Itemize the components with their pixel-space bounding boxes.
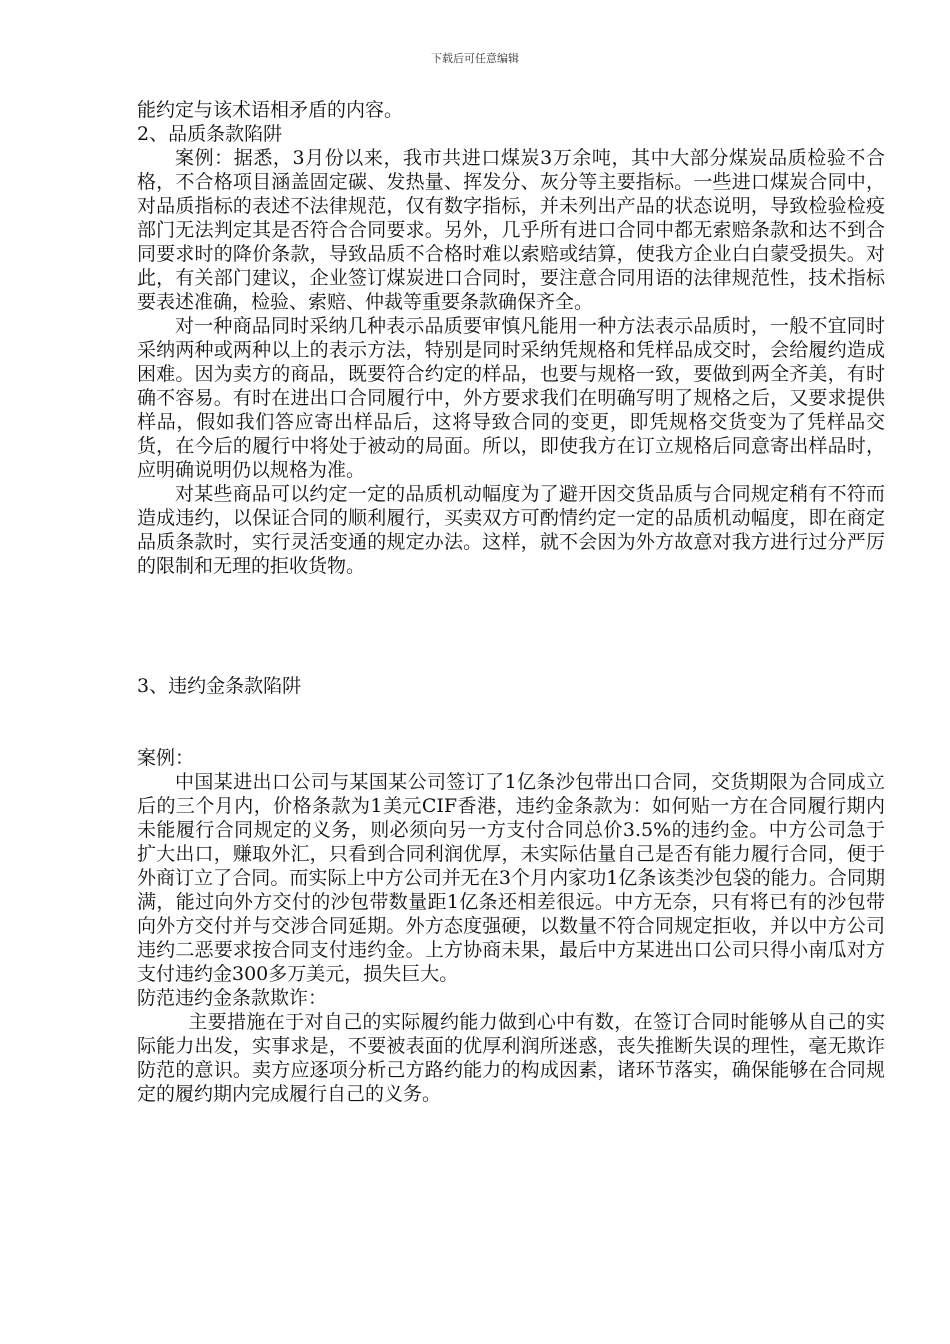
- paragraph-quality-case: 案例：据悉，3月份以来，我市共进口煤炭3万余吨，其中大部分煤炭品质检验不合格，不合格项目涵盖固定碳、发热量、挥发分、灰分等主要指标。一些进口煤炭合同中，对品质指标的表述不法律规范，仅有数字指标，并未列出产品的状态说明，导致检验检疫部门无法判定其是否符合合同要求。另外，几乎所有进口合同中都无索赔条款和达不到合同要求时的降价条款，导致品质不合格时难以索赔或结算，使我方企业白白蒙受损失。对此，有关部门建议，企业签订煤炭进口合同时，要注意合同用语的法律规范性，技术指标要表述准确，检验、索赔、仲裁等重要条款确保齐全。: [137, 147, 885, 313]
- case-label: 案例：: [137, 747, 195, 769]
- document-body: [137, 98, 885, 1106]
- paragraph-penalty-case: 中国某进出口公司与某国某公司签订了1亿条沙包带出口合同，交货期限为合同成立后的三个月内，价格条款为1美元CIF香港，违约金条款为：如何贴一方在合同履行期内未能履行合同规定的义务，则必须向另一方支付合同总价3.5%的违约金。中方公司急于扩大出口，赚取外汇，只看到合同利润优厚，未实际估量自己是否有能力履行合同，便于外商订立了合同。而实际上中方公司并无在3个月内家功1亿条该类沙包袋的能力。合同期满，能过向外方交付的沙包带数量距1亿条还相差很远。中方无奈，只有将已有的沙包带向外方交付并与交涉合同延期。外方态度强硬，以数量不符合同规定拒收，并以中方公司违约二恶要求按合同支付违约金。上方协商未果，最后中方某进出口公司只得小南瓜对方支付违约金300多万美元，损失巨大。: [137, 771, 885, 985]
- paragraph-quality-methods: 对一种商品同时采纳几种表示品质要审慎凡能用一种方法表示品质时，一般不宜同时采纳两种或两种以上的表示方法，特别是同时采纳凭规格和凭样品成交时，会给履约造成困难。因为卖方的商品，既要符合约定的样品，也要与规格一致，要做到两全齐美，有时确不容易。有时在进出口合同履行中，外方要求我们在明确写明了规格之后，又要求提供样品，假如我们答应寄出样品后，这将导致合同的变更，即凭规格交货变为了凭样品交货，在今后的履行中将处于被动的局面。所以，即使我方在订立规格后同意寄出样品时，应明确说明仍以规格为准。: [137, 315, 885, 481]
- paragraph-continuation: 能约定与该术语相矛盾的内容。: [137, 99, 404, 121]
- paragraph-quality-tolerance: 对某些商品可以约定一定的品质机动幅度为了避开因交货品质与合同规定稍有不符而造成违约，以保证合同的顺利履行，买卖双方可酌情约定一定的品质机动幅度，即在商定品质条款时，实行灵活变通的规定办法。这样，就不会因为外方故意对我方进行过分严厉的限制和无理的拒收货物。: [137, 483, 885, 577]
- section-heading-quality: 2、品质条款陷阱: [137, 123, 283, 145]
- header-note: 下载后可任意编辑: [431, 52, 519, 65]
- spacer: [137, 698, 885, 746]
- spacer: [137, 578, 885, 674]
- paragraph-penalty-prevention: 主要措施在于对自己的实际履约能力做到心中有数，在签订合同时能够从自己的实际能力出发，实事求是，不要被表面的优厚利润所迷惑，丧失推断失误的理性，毫无欺诈防范的意识。卖方应逐项分析己方路约能力的构成因素，诸环节落实，确保能够在合同规定的履约期内完成履行自己的义务。: [137, 1011, 885, 1105]
- subheading-penalty-prevention: 防范违约金条款欺诈：: [137, 987, 328, 1009]
- section-heading-penalty: 3、违约金条款陷阱: [137, 675, 302, 697]
